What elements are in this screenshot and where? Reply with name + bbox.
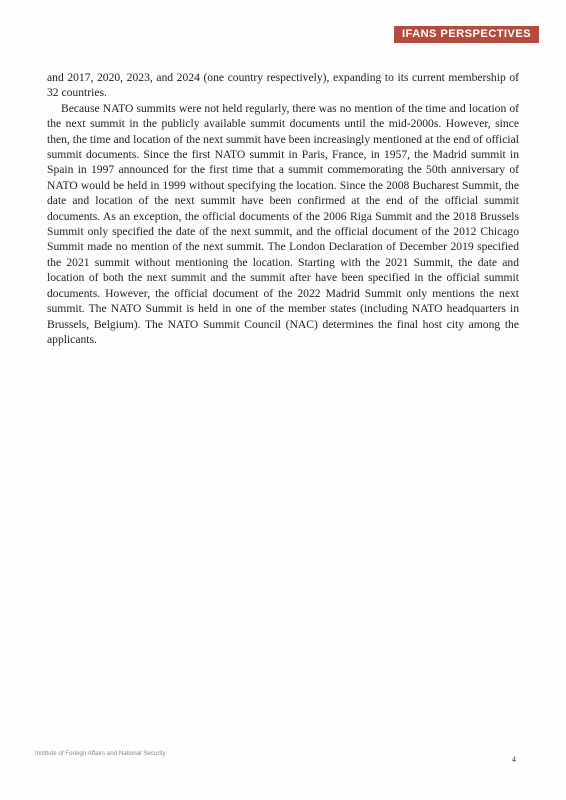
paragraph-nato-summits: Because NATO summits were not held regularly, there was no mention of the time and location of the next summit in the publicly available summit documents until the mid-2000s. However, since then, the time and location of the next summit have been increasingly mentioned at the end of official summit documents. Since the first NATO summit in Paris, France, in 1957, the Madrid summit in Spain in 1997 announced for the first time that a summit commemorating the 50th anniversary of NATO would be held in 1999 without specifying the location. Since the 2008 Bucharest Summit, the date and location of the next summit have been confirmed at the end of the official summit documents. As an exception, the official documents of the 2006 Riga Summit and the 2018 Brussels Summit only specified the date of the next summit, and the official document of the 2012 Chicago Summit made no mention of the next summit. The London Declaration of December 2019 specified the 2021 summit without mentioning the location. Starting with the 2021 Summit, the date and location of both the next summit and the summit after have been specified in the official summit documents. However, the official document of the 2022 Madrid Summit only mentions the next summit. The NATO Summit is held in one of the member states (including NATO headquarters in Brussels, Belgium). The NATO Summit Council (NAC) determines the final host city among the applicants. xyxy=(47,101,519,346)
paragraph-continuation: and 2017, 2020, 2023, and 2024 (one country respectively), expanding to its current membership of 32 countries. xyxy=(47,71,519,100)
page-number: 4 xyxy=(511,754,516,764)
footer-organization: Institute of Foreign Affairs and National Security xyxy=(35,750,166,757)
body-text xyxy=(47,70,519,347)
publication-badge: IFANS PERSPECTIVES xyxy=(394,26,539,43)
